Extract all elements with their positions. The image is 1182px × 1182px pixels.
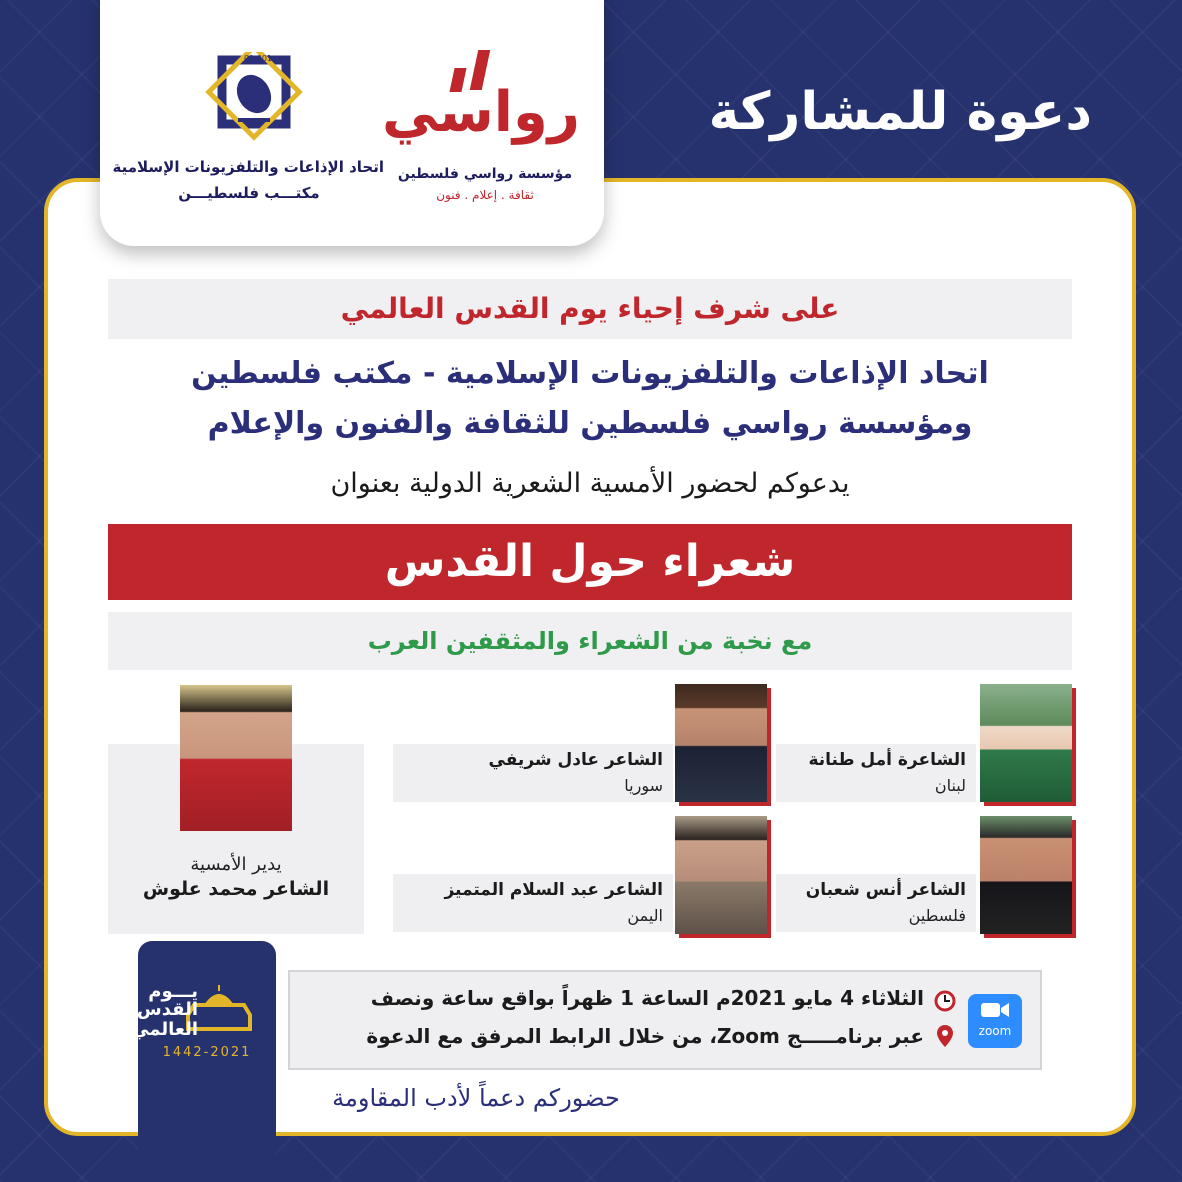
logos-panel xyxy=(100,0,604,246)
clock-icon xyxy=(934,990,956,1012)
badge-line-3: العالمي xyxy=(131,1019,198,1040)
rawasi-name: مؤسسة رواسي فلسطين xyxy=(397,166,573,182)
poet-info-1 xyxy=(776,744,976,802)
badge-line-2: القدس xyxy=(136,999,198,1020)
invite-line: يدعوكم لحضور الأمسية الشعرية الدولية بعنوان xyxy=(330,468,850,499)
poet-country-1: لبنان xyxy=(934,776,966,795)
poet-country-2: سوريا xyxy=(624,776,663,795)
poet-info-3 xyxy=(776,874,976,932)
union-name: اتحاد الإذاعات والتلفزيونات الإسلامية xyxy=(112,158,384,176)
moderator-name: الشاعر محمد علوش xyxy=(142,878,330,900)
event-title-bar xyxy=(108,524,1072,600)
badge-line-1: يـــوم xyxy=(148,981,198,1002)
poet-name-4: الشاعر عبد السلام المتميز xyxy=(444,880,663,900)
poet-name-1: الشاعرة أمل طنانة xyxy=(808,750,966,770)
subtitle-band xyxy=(108,612,1072,670)
poet-photo-3 xyxy=(980,816,1072,934)
union-office: مكتـــب فلسطيـــن xyxy=(178,184,320,202)
location-pin-icon xyxy=(936,1024,954,1048)
time-line: الثلاثاء 4 مايو 2021م الساعة 1 ظهراً بواقع ساعة ونصف xyxy=(370,986,924,1010)
poet-photo-4 xyxy=(675,816,767,934)
event-details-box xyxy=(288,970,1042,1070)
rawasi-logo xyxy=(382,50,580,220)
zoom-logo xyxy=(968,994,1022,1048)
hosts-line-2: ومؤسسة رواسي فلسطين للثقافة والفنون والإعلام xyxy=(207,406,973,441)
zoom-label: zoom xyxy=(978,1024,1012,1038)
place-line: عبر برنامـــــج Zoom، من خلال الرابط المرفق مع الدعوة xyxy=(366,1024,924,1048)
zoom-camera-icon xyxy=(980,1001,1010,1019)
poet-country-3: فلسطين xyxy=(908,906,966,925)
poet-photo-1 xyxy=(980,684,1072,802)
radio-dish-icon xyxy=(194,52,314,152)
rawasi-wordmark: رواسي xyxy=(382,80,580,145)
poet-info-2 xyxy=(393,744,673,802)
event-title: شعراء حول القدس xyxy=(384,536,796,587)
moderator-role: يدير الأمسية xyxy=(190,854,282,875)
poet-name-2: الشاعر عادل شريفي xyxy=(488,750,663,770)
union-seal-text: 01.001 xyxy=(244,54,272,63)
page-title: دعوة للمشاركة xyxy=(708,82,1092,142)
footer-text: حضوركم دعماً لأدب المقاومة xyxy=(332,1084,620,1112)
quds-day-badge xyxy=(131,941,276,1182)
occasion-band xyxy=(108,279,1072,339)
poet-country-4: اليمن xyxy=(627,906,663,925)
badge-years: 1442-2021 xyxy=(162,1045,252,1060)
hosts-line-1: اتحاد الإذاعات والتلفزيونات الإسلامية - مكتب فلسطين xyxy=(191,356,989,391)
poet-info-4 xyxy=(393,874,673,932)
union-logo xyxy=(114,52,384,222)
occasion-text: على شرف إحياء يوم القدس العالمي xyxy=(340,292,840,325)
poet-name-3: الشاعر أنس شعبان xyxy=(805,880,966,900)
rawasi-tagline: ثقافة . إعلام . فنون xyxy=(436,188,534,202)
moderator-photo xyxy=(180,685,292,831)
subtitle-text: مع نخبة من الشعراء والمثقفين العرب xyxy=(367,627,813,655)
poet-photo-2 xyxy=(675,684,767,802)
